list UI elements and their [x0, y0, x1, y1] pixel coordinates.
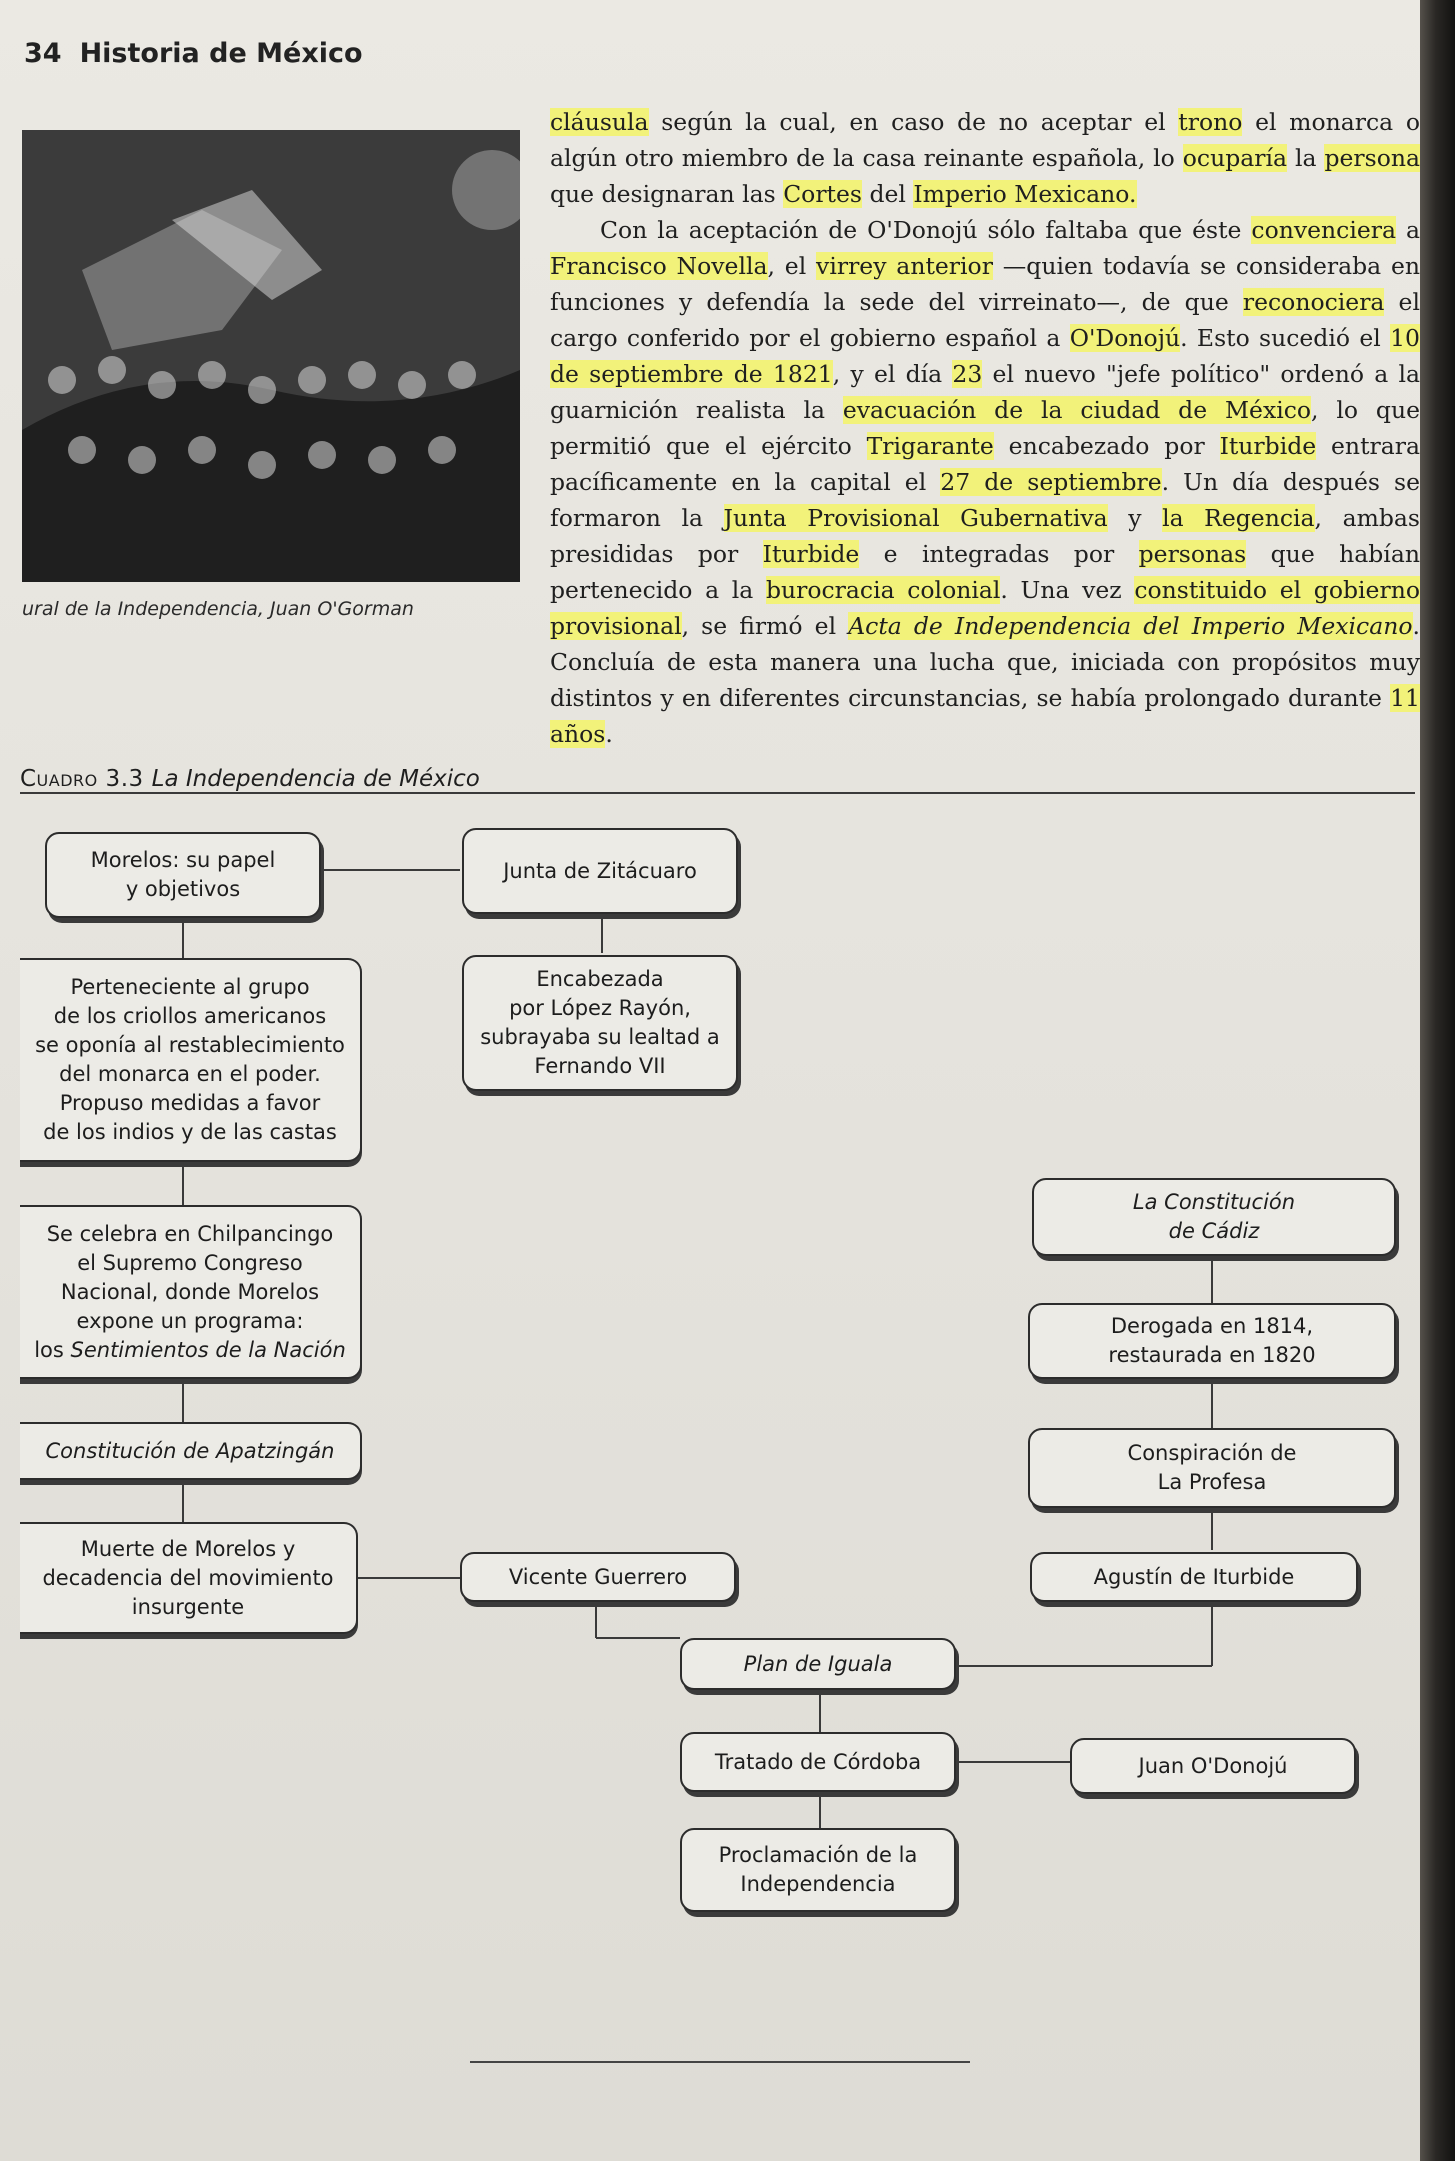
text-run: . Concluía de esta manera una lucha que, iniciada con propósitos muy distintos y en diferentes circunstancias, se había prolongado durante [550, 612, 1420, 712]
highlighted-text: Acta de Independencia del Imperio Mexicano [848, 612, 1413, 640]
box-muerte-morelos: Muerte de Morelos y decadencia del movimiento insurgente [20, 1522, 358, 1634]
highlighted-text: 23 [952, 360, 983, 388]
box-chilpancingo: Se celebra en Chilpancingo el Supremo Congreso Nacional, donde Morelos expone un programa: los Sentimientos de la Nación [20, 1205, 362, 1379]
text-run: . Una vez [1000, 576, 1135, 604]
highlighted-text: ocuparía [1182, 144, 1288, 172]
sentimientos-nacion-text: Sentimientos de la Nación [70, 1337, 346, 1362]
box-vicente-guerrero: Vicente Guerrero [460, 1552, 736, 1602]
highlighted-text: Imperio Mexicano. [913, 180, 1137, 208]
highlighted-text: 10 de septiembre de 1821 [550, 324, 1420, 388]
highlighted-text: evacuación de la ciudad de México [842, 396, 1312, 424]
text-run: . Esto sucedió el [1180, 324, 1391, 352]
highlighted-text: Iturbide [1219, 432, 1317, 460]
text-run: a [1396, 216, 1420, 244]
highlighted-text: virrey anterior [816, 252, 993, 280]
box-apatzingan: Constitución de Apatzingán [20, 1422, 362, 1480]
highlighted-text: Iturbide [762, 540, 860, 568]
highlighted-text: personas [1138, 540, 1247, 568]
text-run: . Un día después se formaron la [550, 468, 1421, 532]
highlighted-text: reconociera [1242, 288, 1385, 316]
box-proclamacion: Proclamación de la Independencia [680, 1828, 956, 1912]
text-run: entrara pacíficamente en la capital el [550, 432, 1420, 496]
text-run: , y el día [832, 360, 953, 388]
text-run: , se firmó el [681, 612, 849, 640]
text-run: —quien todavía se consideraba en funciones y defendía la sede del virreinato—, de que [550, 252, 1421, 316]
text-run: el nuevo "jefe político" ordenó a la guarnición realista la [550, 360, 1420, 424]
box-constitucion-cadiz: La Constitución de Cádiz [1032, 1178, 1396, 1256]
highlighted-text: Junta Provisional Gubernativa [723, 504, 1108, 532]
text-run: encabezado por [993, 432, 1220, 460]
text-run: , ambas presididas por [550, 504, 1420, 568]
highlighted-text: 27 de septiembre [940, 468, 1162, 496]
highlighted-text: 11 años [550, 684, 1420, 748]
text-run: el cargo conferido por el gobierno español a [550, 288, 1420, 352]
text-run: según la cual, en caso de no aceptar el [648, 108, 1179, 136]
box-plan-iguala: Plan de Iguala [680, 1638, 956, 1690]
book-title: Historia de México [79, 38, 363, 69]
text-run: que designaran las [550, 180, 784, 208]
text-run: . [605, 720, 613, 748]
text-run: Con la aceptación de O'Donojú sólo faltaba que éste [600, 216, 1252, 244]
box-morelos-objetivos: Morelos: su papel y objetivos [45, 832, 321, 918]
figure-caption: ural de la Independencia, Juan O'Gorman [22, 598, 414, 620]
highlighted-text: Cortes [783, 180, 862, 208]
highlighted-text: O'Donojú [1069, 324, 1181, 352]
text-run: , lo que permitió que el ejército [550, 396, 1420, 460]
text-run: la [1287, 144, 1325, 172]
box-junta-zitacuaro: Junta de Zitácuaro [462, 828, 738, 914]
text-run: del [861, 180, 914, 208]
highlighted-text: Francisco Novella [550, 252, 768, 280]
text-run: el monarca o algún otro miembro de la casa reinante española, lo [550, 108, 1420, 172]
cuadro-title: La Independencia de México [151, 766, 480, 792]
box-agustin-iturbide: Agustín de Iturbide [1030, 1552, 1358, 1602]
highlighted-text: trono [1178, 108, 1243, 136]
footer-rule [470, 2061, 970, 2063]
highlighted-text: cláusula [550, 108, 649, 136]
page-edge-shadow [1420, 0, 1455, 2161]
text-run: , el [767, 252, 817, 280]
highlighted-text: burocracia colonial [765, 576, 1001, 604]
box-encabezada-rayon: Encabezada por López Rayón, subrayaba su lealtad a Fernando VII [462, 955, 738, 1091]
text-run: y [1107, 504, 1163, 532]
box-tratado-cordoba: Tratado de Córdoba [680, 1732, 956, 1792]
box-conspiracion-profesa: Conspiración de La Profesa [1028, 1428, 1396, 1508]
cuadro-label: Cuadro 3.3 [20, 766, 144, 792]
box-criollos: Perteneciente al grupo de los criollos americanos se oponía al restablecimiento del monarca en el poder. Propuso medidas a favor de los indios y de las castas [20, 958, 362, 1162]
text-run: que habían pertenecido a la [550, 540, 1420, 604]
text-run: e integradas por [859, 540, 1139, 568]
highlighted-text: Trigarante [866, 432, 994, 460]
highlighted-text: la Regencia [1162, 504, 1315, 532]
highlighted-text: constituido el gobierno provisional [550, 576, 1420, 640]
page-number: 34 [24, 38, 62, 69]
highlighted-text: convenciera [1251, 216, 1397, 244]
box-juan-odonoju: Juan O'Donojú [1070, 1738, 1356, 1794]
box-derogada: Derogada en 1814, restaurada en 1820 [1028, 1303, 1396, 1379]
highlighted-text: persona [1324, 144, 1421, 172]
